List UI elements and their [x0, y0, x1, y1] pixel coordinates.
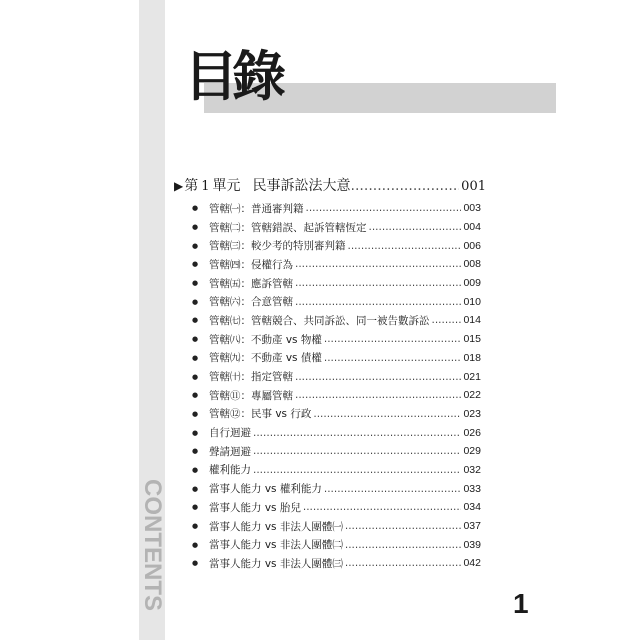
toc-item-page: 009 — [463, 277, 481, 290]
toc-item[interactable] — [192, 517, 481, 536]
unit-heading[interactable] — [174, 175, 486, 195]
toc-item-page: 015 — [463, 333, 481, 346]
bullet-icon: ● — [192, 279, 199, 288]
leader-dots — [303, 501, 462, 513]
unit-title: 民事訴訟法大意 — [252, 178, 351, 194]
leader-dots — [295, 277, 461, 289]
bullet-icon: ● — [192, 522, 199, 531]
triangle-right-icon: ▶ — [174, 179, 184, 193]
leader-dots — [253, 464, 461, 476]
bullet-icon: ● — [192, 540, 199, 549]
bullet-icon: ● — [192, 316, 199, 325]
leader-dots — [348, 240, 462, 252]
bullet-icon: ● — [192, 428, 199, 437]
toc-item[interactable] — [192, 292, 481, 311]
leader-dots — [295, 258, 461, 270]
toc-item-page: 033 — [463, 482, 481, 495]
toc-item-page: 032 — [463, 463, 481, 476]
toc-item-label: 自行迴避 — [209, 427, 251, 440]
toc-item-page: 037 — [463, 520, 481, 533]
toc-item-label: 管轄㈠：普通審判籍 — [209, 202, 304, 215]
toc-item-page: 039 — [463, 538, 481, 551]
toc-item-page: 029 — [463, 445, 481, 458]
toc-list — [192, 199, 481, 573]
toc-item-page: 004 — [463, 221, 481, 234]
toc-item[interactable] — [192, 218, 481, 237]
unit-prefix: 第 — [184, 178, 199, 194]
toc-item-page: 021 — [463, 370, 481, 383]
toc-item[interactable] — [192, 442, 481, 461]
toc-item-page: 042 — [463, 557, 481, 570]
toc-item-page: 003 — [463, 202, 481, 215]
page-title: 目錄 — [184, 44, 280, 108]
toc-item-label: 管轄㈦：管轄競合、共同訴訟、同一被告數訴訟 — [209, 314, 430, 327]
toc-item-label: 當事人能力 vs 非法人團體㈢ — [209, 557, 343, 570]
leader-dots — [313, 408, 461, 420]
leader-dots — [253, 445, 461, 457]
leader-dots — [345, 539, 462, 551]
bullet-icon: ● — [192, 260, 199, 269]
toc-item-label: 管轄㈤：應訴管轄 — [209, 277, 293, 290]
unit-number: 1 — [201, 179, 210, 194]
toc-item-label: 管轄⑫：民事 vs 行政 — [209, 408, 312, 421]
toc-item-label: 當事人能力 vs 非法人團體㈠ — [209, 520, 343, 533]
toc-item-page: 034 — [463, 501, 481, 514]
leader-dots — [306, 202, 462, 214]
leader-dots — [253, 427, 461, 439]
unit-suffix: 單元 — [212, 178, 241, 194]
toc-item-page: 026 — [463, 426, 481, 439]
toc-item[interactable] — [192, 423, 481, 442]
leader-dots — [324, 483, 462, 495]
toc-item-label: 管轄㈨：不動產 vs 債權 — [209, 352, 322, 365]
toc-item[interactable] — [192, 255, 481, 274]
toc-item-page: 018 — [463, 351, 481, 364]
toc-item-label: 管轄㈣：侵權行為 — [209, 258, 293, 271]
toc-item-label: 權利能力 — [209, 464, 251, 477]
toc-item-label: 管轄㈥：合意管轄 — [209, 296, 293, 309]
bullet-icon: ● — [192, 484, 199, 493]
toc-item-label: 聲請迴避 — [209, 445, 251, 458]
contents-side-label: CONTENTS — [139, 479, 166, 611]
toc-item-label: 管轄㈧：不動產 vs 物權 — [209, 333, 322, 346]
toc-item[interactable] — [192, 461, 481, 480]
toc-item-label: 管轄㈩：指定管轄 — [209, 371, 293, 384]
leader-dots — [345, 557, 462, 569]
bullet-icon: ● — [192, 559, 199, 568]
toc-item-label: 當事人能力 vs 非法人團體㈡ — [209, 539, 343, 552]
bullet-icon: ● — [192, 297, 199, 306]
bullet-icon: ● — [192, 391, 199, 400]
toc-item-label: 管轄㈢：較少考的特別審判籍 — [209, 240, 346, 253]
leader-dots — [369, 221, 462, 233]
toc-item[interactable] — [192, 405, 481, 424]
unit-page: 001 — [461, 179, 486, 194]
bullet-icon: ● — [192, 335, 199, 344]
toc-item-page: 008 — [463, 258, 481, 271]
toc-item[interactable] — [192, 330, 481, 349]
toc-item[interactable] — [192, 498, 481, 517]
toc-item-page: 006 — [463, 239, 481, 252]
toc-item-label: 當事人能力 vs 胎兒 — [209, 501, 301, 514]
toc-item[interactable] — [192, 349, 481, 368]
toc-item-label: 管轄⑪：專屬管轄 — [209, 389, 293, 402]
toc-item[interactable] — [192, 274, 481, 293]
toc-item[interactable] — [192, 311, 481, 330]
toc-item[interactable] — [192, 535, 481, 554]
leader-dots — [351, 178, 460, 194]
toc-item[interactable] — [192, 386, 481, 405]
leader-dots — [432, 314, 462, 326]
toc-item-page: 010 — [463, 295, 481, 308]
toc-item-label: 當事人能力 vs 權利能力 — [209, 483, 322, 496]
bullet-icon: ● — [192, 372, 199, 381]
leader-dots — [295, 371, 461, 383]
leader-dots — [345, 520, 462, 532]
toc-item[interactable] — [192, 199, 481, 218]
bullet-icon: ● — [192, 241, 199, 250]
toc-item-page: 023 — [463, 407, 481, 420]
toc-item[interactable] — [192, 236, 481, 255]
toc-item-label: 管轄㈡：管轄錯誤、起訴管轄恆定 — [209, 221, 367, 234]
page-number: 1 — [513, 588, 529, 619]
toc-item[interactable] — [192, 479, 481, 498]
bullet-icon: ● — [192, 465, 199, 474]
bullet-icon: ● — [192, 204, 199, 213]
bullet-icon: ● — [192, 503, 199, 512]
leader-dots — [295, 389, 461, 401]
leader-dots — [324, 352, 462, 364]
toc-item-page: 014 — [463, 314, 481, 327]
toc-item[interactable] — [192, 554, 481, 573]
toc-item-page: 022 — [463, 389, 481, 402]
bullet-icon: ● — [192, 353, 199, 362]
toc-item[interactable] — [192, 367, 481, 386]
leader-dots — [295, 296, 461, 308]
bullet-icon: ● — [192, 223, 199, 232]
bullet-icon: ● — [192, 409, 199, 418]
bullet-icon: ● — [192, 447, 199, 456]
leader-dots — [324, 333, 462, 345]
